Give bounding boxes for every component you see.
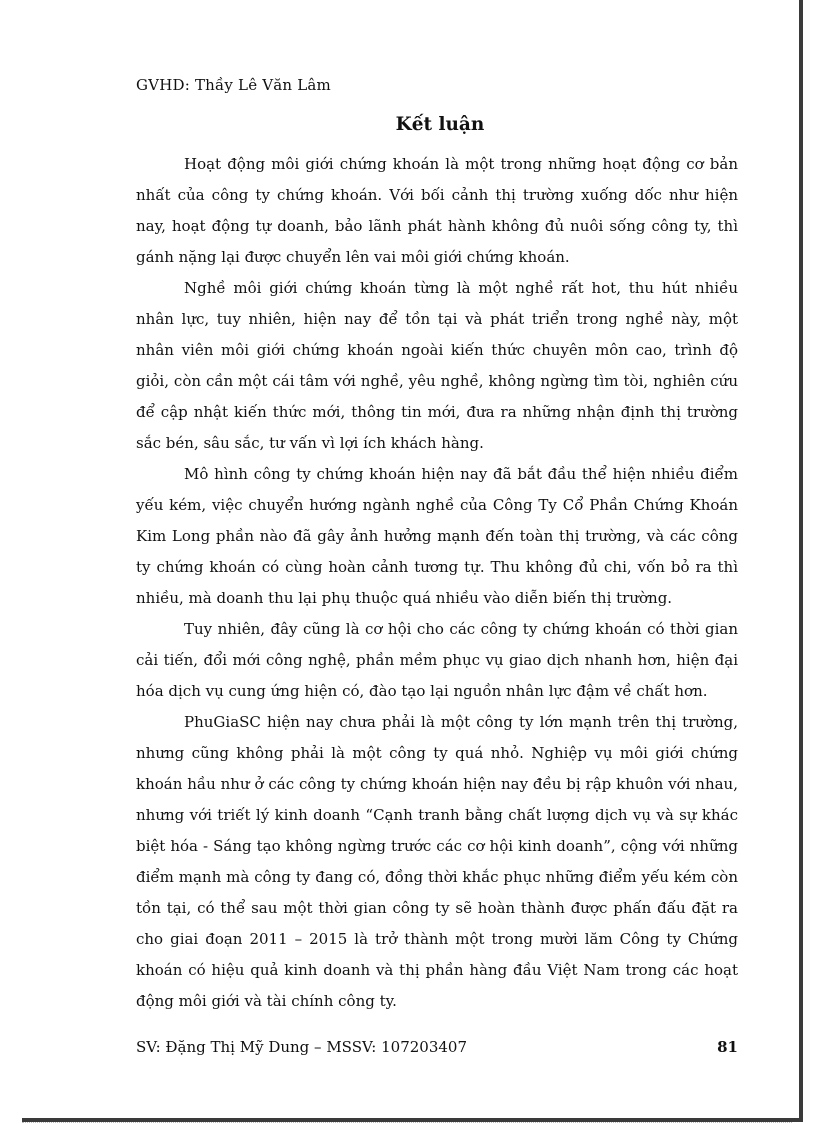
page-border-right [799, 0, 803, 1118]
paragraph-3: Mô hình công ty chứng khoán hiện nay đã bắt đầu thể hiện nhiều điểm yếu kém, việc chuyển hướng ngành nghề của Công Ty Cổ Phần Chứng Khoán Kim Long phần nào đã gây ảnh hưởng mạnh đến toàn thị trường, và các công ty chứng khoán có cùng hoàn cảnh tương tự. Thu không đủ chi, vốn bỏ ra thì nhiều, mà doanh thu lại phụ thuộc quá nhiều vào diễn biến thị trường. [136, 465, 738, 607]
page-number: 81 [717, 1038, 738, 1056]
header-advisor: GVHD: Thầy Lê Văn Lâm [136, 76, 331, 94]
page-title: Kết luận [395, 114, 485, 135]
paragraph-1: Hoạt động môi giới chứng khoán là một trong những hoạt động cơ bản nhất của công ty chứng khoán. Với bối cảnh thị trường xuống dốc như hiện nay, hoạt động tự doanh, bảo lãnh phát hành không đủ nuôi sống công ty, thì gánh nặng lại được chuyển lên vai môi giới chứng khoán. [136, 155, 738, 266]
paragraph-4: Tuy nhiên, đây cũng là cơ hội cho các công ty chứng khoán có thời gian cải tiến, đổi mới công nghệ, phần mềm phục vụ giao dịch nhanh hơn, hiện đại hóa dịch vụ cung ứng hiện có, đào tạo lại nguồn nhân lực đậm về chất hơn. [136, 620, 738, 700]
footer-student-info: SV: Đặng Thị Mỹ Dung – MSSV: 107203407 [136, 1038, 468, 1056]
paragraph-2: Nghề môi giới chứng khoán từng là một nghề rất hot, thu hút nhiều nhân lực, tuy nhiên, hiện nay để tồn tại và phát triển trong nghề này, một nhân viên môi giới chứng khoán ngoài kiến thức chuyên môn cao, trình độ giỏi, còn cần một cái tâm với nghề, yêu nghề, không ngừng tìm tòi, nghiên cứu để cập nhật kiến thức mới, thông tin mới, đưa ra những nhận định thị trường sắc bén, sâu sắc, tư vấn vì lợi ích khách hàng. [136, 279, 738, 452]
paragraph-5: PhuGiaSC hiện nay chưa phải là một công ty lớn mạnh trên thị trường, nhưng cũng không phải là một công ty quá nhỏ. Nghiệp vụ môi giới chứng khoán hầu như ở các công ty chứng khoán hiện nay đều bị rập khuôn với nhau, nhưng với triết lý kinh doanh “Cạnh tranh bằng chất lượng dịch vụ và sự khác biệt hóa - Sáng tạo không ngừng trước các cơ hội kinh doanh”, cộng với những điểm mạnh mà công ty đang có, đồng thời khắc phục những điểm yếu kém còn tồn tại, có thể sau một thời gian công ty sẽ hoàn thành được phấn đấu đặt ra cho giai đoạn 2011 – 2015 là trở thành một trong mười lăm Công ty Chứng khoán có hiệu quả kinh doanh và thị phần hàng đầu Việt Nam trong các hoạt động môi giới và tài chính công ty. [136, 713, 738, 1010]
body-text [136, 149, 738, 1017]
